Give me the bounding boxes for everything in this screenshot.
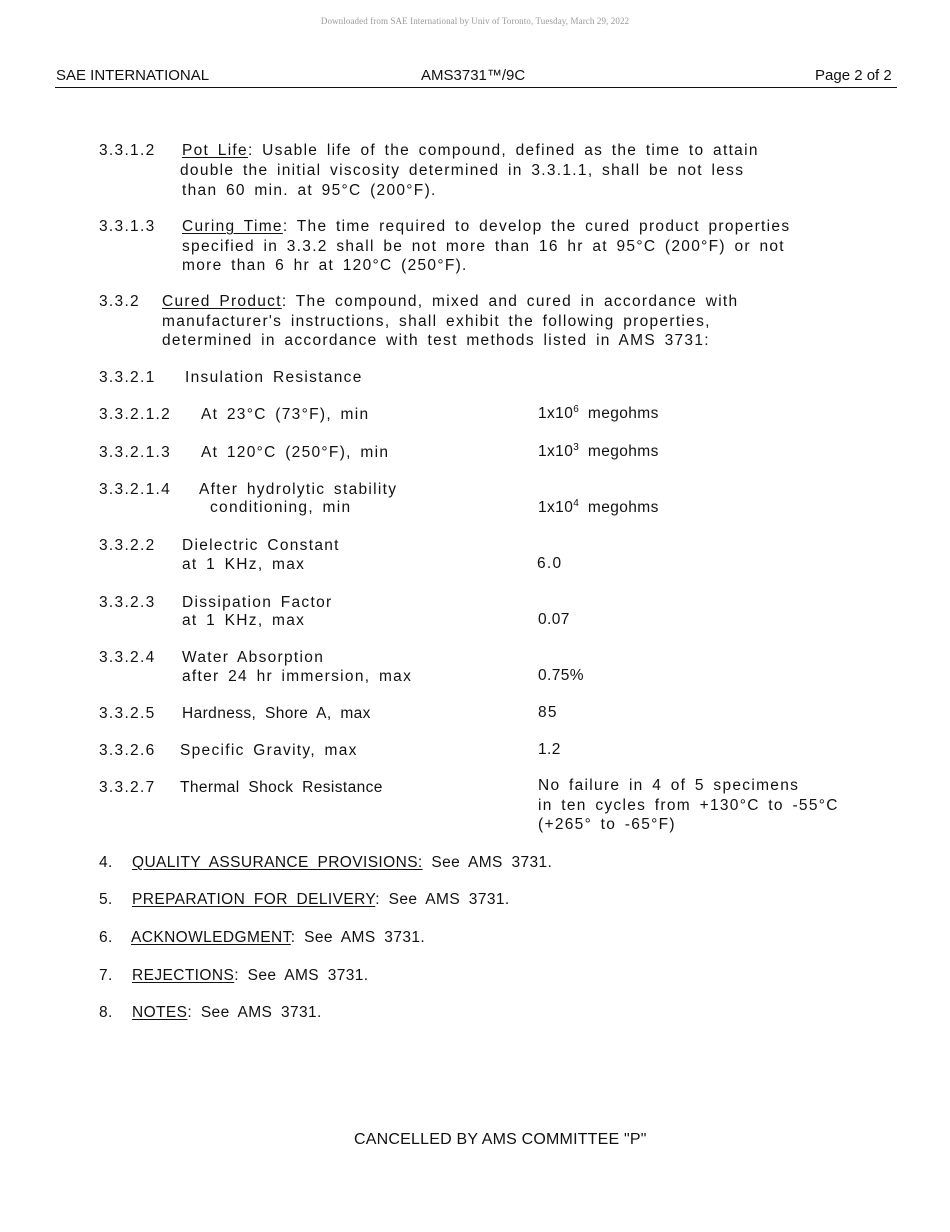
- item-title: QUALITY ASSURANCE PROVISIONS:: [132, 854, 423, 871]
- item-text: : See AMS 3731.: [234, 967, 369, 984]
- property-label: Insulation Resistance: [185, 369, 363, 386]
- item-number: 7.: [99, 967, 113, 984]
- property-number: 3.3.2.4: [99, 649, 156, 666]
- property-label: at 1 KHz, max: [182, 612, 306, 629]
- section-text: determined in accordance with test methods listed in AMS 3731:: [162, 332, 710, 349]
- property-value: $1x10^4$ megohms: [538, 498, 659, 516]
- item-title: REJECTIONS: [132, 967, 235, 984]
- item-number: 6.: [99, 929, 113, 946]
- property-number: 3.3.2.2: [99, 537, 156, 554]
- item-number: 5.: [99, 891, 113, 908]
- section-text: than 60 min. at 95°C (200°F).: [182, 182, 437, 199]
- section-pot-life: [182, 141, 759, 161]
- property-number: 3.3.2.1.3: [99, 444, 172, 461]
- property-number: 3.3.2.7: [99, 779, 156, 796]
- section-text: manufacturer's instructions, shall exhibit the following properties,: [162, 313, 711, 330]
- item-title: PREPARATION FOR DELIVERY: [132, 891, 376, 908]
- property-value: in ten cycles from +130°C to -55°C: [538, 797, 839, 814]
- property-label: At 23°C (73°F), min: [201, 406, 370, 423]
- section-title: Curing Time: [182, 218, 283, 235]
- item-number: 4.: [99, 854, 113, 871]
- section-text: : The time required to develop the cured product properties: [282, 218, 791, 235]
- property-number: 3.3.2.3: [99, 594, 156, 611]
- property-number: 3.3.2.5: [99, 705, 156, 722]
- section-title: Cured Product: [162, 293, 282, 310]
- section-curing-time: [182, 217, 790, 237]
- section-text: specified in 3.3.2 shall be not more than 16 hr at 95°C (200°F) or not: [182, 238, 785, 255]
- property-value: (+265° to -65°F): [538, 816, 676, 833]
- section-text: more than 6 hr at 120°C (250°F).: [182, 257, 468, 274]
- property-value: No failure in 4 of 5 specimens: [538, 777, 800, 794]
- item-text: : See AMS 3731.: [187, 1004, 322, 1021]
- list-item: [99, 966, 369, 986]
- property-label: After hydrolytic stability: [199, 481, 398, 498]
- list-item: [99, 890, 510, 910]
- property-label: Specific Gravity, max: [180, 742, 358, 759]
- section-number: 3.3.1.2: [99, 142, 156, 159]
- section-number: 3.3.2: [99, 293, 140, 310]
- section-number: 3.3.1.3: [99, 218, 156, 235]
- property-value: $1x10^3$ megohms: [538, 442, 659, 460]
- item-text: See AMS 3731.: [422, 854, 553, 871]
- header-doc-id: AMS3731™/9C: [421, 67, 526, 84]
- list-item: [99, 1003, 322, 1023]
- property-number: 3.3.2.1: [99, 369, 156, 386]
- property-label: after 24 hr immersion, max: [182, 668, 413, 685]
- section-text: : Usable life of the compound, defined as the time to attain: [247, 142, 759, 159]
- property-number: 3.3.2.1.4: [99, 481, 172, 498]
- header-org: SAE INTERNATIONAL: [56, 67, 210, 84]
- property-value: 0.75%: [538, 667, 584, 684]
- item-text: : See AMS 3731.: [375, 891, 510, 908]
- section-cured-product: [162, 292, 738, 312]
- section-text: : The compound, mixed and cured in accordance with: [281, 293, 739, 310]
- property-label: At 120°C (250°F), min: [201, 444, 390, 461]
- property-number: 3.3.2.6: [99, 742, 156, 759]
- property-label: Hardness, Shore A, max: [182, 705, 371, 722]
- property-value: 85: [538, 704, 558, 721]
- property-number: 3.3.2.1.2: [99, 406, 172, 423]
- property-label: Dielectric Constant: [182, 537, 340, 554]
- property-label: Dissipation Factor: [182, 594, 333, 611]
- property-value: 0.07: [538, 611, 570, 628]
- property-value: $1x10^6$ megohms: [538, 404, 659, 422]
- section-title: Pot Life: [182, 142, 248, 159]
- property-value: 6.0: [537, 555, 563, 572]
- property-label: at 1 KHz, max: [182, 556, 306, 573]
- section-text: double the initial viscosity determined in 3.3.1.1, shall be not less: [180, 162, 745, 179]
- property-label: conditioning, min: [210, 499, 352, 516]
- header-rule: [55, 87, 897, 88]
- property-label: Water Absorption: [182, 649, 325, 666]
- list-item: [99, 853, 552, 873]
- cancellation-notice: CANCELLED BY AMS COMMITTEE "P": [354, 1131, 647, 1148]
- header-page-number: Page 2 of 2: [815, 67, 892, 84]
- property-label: Thermal Shock Resistance: [180, 779, 383, 796]
- item-text: : See AMS 3731.: [290, 929, 426, 946]
- item-title: NOTES: [132, 1004, 188, 1021]
- item-title: ACKNOWLEDGMENT: [131, 929, 291, 946]
- item-number: 8.: [99, 1004, 113, 1021]
- download-note: Downloaded from SAE International by Univ of Toronto, Tuesday, March 29, 2022: [320, 16, 630, 26]
- property-value: 1.2: [538, 741, 561, 758]
- list-item: [99, 928, 425, 948]
